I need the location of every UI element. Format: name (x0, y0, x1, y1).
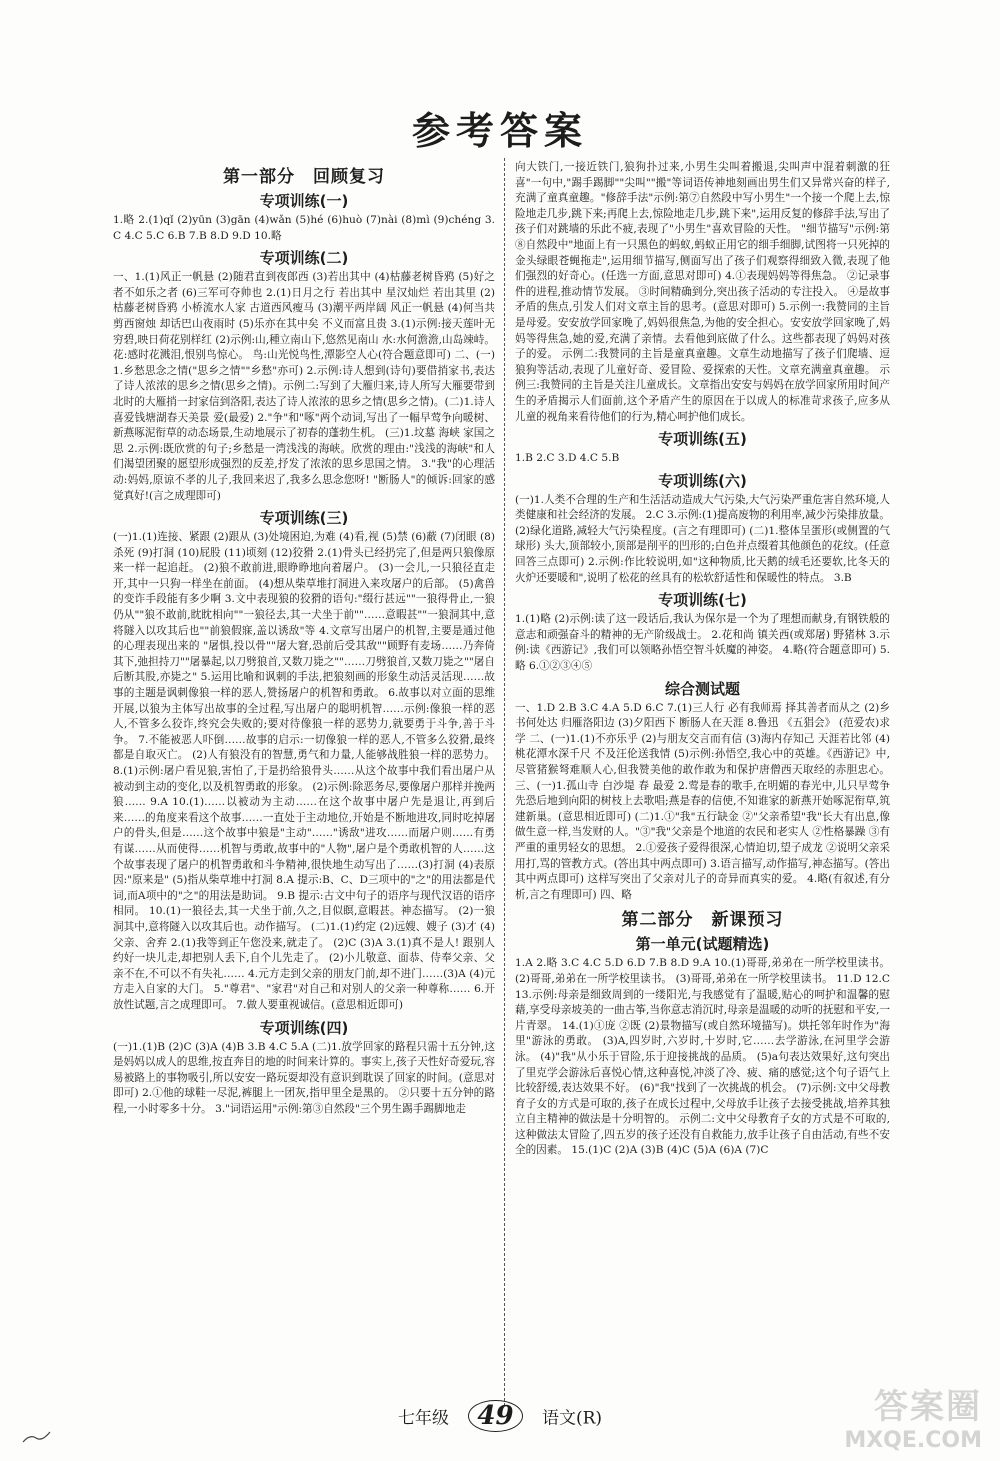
section-answers: (一)1.(1)B (2)C (3)A (4)B 3.B 4.C 5.A (二)1.放学回家的路程只需十五分钟,这是妈妈以成人的思维,按直奔目的地的时间来计算的。事实上,孩子天性好奇爱玩,容易被路上的事物吸引,所以安安一路玩耍却没有意识到耽误了回家的时间。(意思对即可) 2.①他的球鞋一尽泥,裤腿上一团灰,指甲里全是黑的。 ②只要十五分钟的路程,一小时零多十分。 3."词语运用"示例:第③自然段"三个男生踢手踢脚地走 (113, 1040, 495, 1115)
pen-mark (22, 1430, 52, 1444)
section-answers: 一、1.(1)风正一帆悬 (2)随君直到夜郎西 (3)若出其中 (4)枯藤老树昏鸦 (5)好之者不如乐之者 (6)三军可夺帅也 2.(1)日月之行 若出其中 星汉灿烂 若出其里 (2)枯藤老树昏鸦 小桥流水人家 古道西风瘦马 (3)潮平两岸阔 风正一帆悬 (4)何当共剪西窗烛 却话巴山夜雨时 (5)乐亦在其中矣 不义而富且贵 3.(1)示例:接天莲叶无穷碧,映日荷花别样红 (2)示例:山,種立南山下,悠然见南山 水:水何澹澹,山岛竦峙。花:感时花溅泪,恨别鸟惊心。 鸟:山光悦鸟性,潭影空人心(符合题意即可) 二、(一)1.乡愁思念之情("思乡之情""乡愁"亦可) 2.示例:诗人想到(诗句)要借捎家书,表达了诗人浓浓的思乡之情(思乡之情)。示例二:写到了大雁归来,诗人所写大雁要带到北时的大雁捎一封家信到洛阳,表达了诗人浓浓的思乡之情(思乡之情)。(二)1.诗人喜爱钱塘湖春天美景 爱(最爱) 2."争"和"啄"两个动词,写出了一幅早莺争向暖树、新燕啄泥衔草的动态场景,生动地展示了初春的蓬勃生机。 (三)1.坟墓 海峡 家国之思 2.示例:既欣赏的句子;乡愁是一湾浅浅的海峡。欣赏的理由:"浅浅的海峡"和人们渴望团聚的愿望形成强烈的反差,抒发了浓浓的思乡思国之情。 3."我"的心理活动:妈妈,原谅不孝的儿子,我回来迟了,我多么思念您呀! "断肠人"的倾诉:回家的感觉真好!(言之成理即可) (113, 271, 495, 502)
continued-answers: 向大铁门,一接近铁门,狼狗扑过来,小男生尖叫着搬退,尖叫声中混着刺激的狂喜"一句中,"踢手踢脚""尖叫""搬"等词语传神地刻画出男生们又异常兴奋的样子,充满了童真童趣。"修辞手法"示例:第⑦自然段中写小男生"一个接一个爬上去,惊险地走几步,跳下来;再爬上去,惊险地走几步,跳下来",运用反复的修辞手法,写出了孩子们对跳墙的乐此不疲,表现了"小男生"喜欢冒险的天性。 "细节描写"示例:第⑧自然段中"地面上有一只黑色的蚂蚁,蚂蚁正用它的细手细脚,试图将一只死掉的金头绿眼苍蝇拖走",运用细节描写,侧面写出了孩子们观察得细致入微,表现了他们强烈的好奇心。(任选一方面,意思对即可) 4.①表现妈妈等得焦急。 ②记录事件的进程,推动情节发展。 ③时间精确到分,突出孩子活动的专注投入。 ④是故事矛盾的焦点,引发人们对文章主旨的思考。(意思对即可) 5.示例一:我赞同的主旨是母爱。安安放学回家晚了,妈妈很焦急,为他的安全担心。安安放学回家晚了,妈妈等得焦急,她的爱,充满了亲情。去看他到底做了什么。这些都表现了妈妈对孩子的爱。 示例二:我赞同的主旨是童真童趣。文章生动地描写了孩子们爬墙、逗狼狗等活动,表现了儿童好奇、爱冒险、爱探索的天性。文章充满童真童趣。 示例三:我赞同的主旨是关注儿童成长。文章指出安安与妈妈在放学回家所用时间产生的矛盾揭示人们面前,这个矛盾产生的原因在于以成人的标准苛求孩子,应多从儿童的视角来看待他们的行为,精心呵护他们成长。 (515, 161, 890, 423)
section-heading: 专项训练(三) (259, 509, 349, 528)
watermark (822, 1379, 982, 1453)
part-one-heading: 第一部分 回顾复习 (223, 167, 385, 187)
section-heading: 专项训练(七) (658, 591, 747, 610)
section-heading: 专项训练(五) (658, 430, 747, 449)
right-column (515, 160, 890, 1159)
unit-heading: 第一单元(试题精选) (635, 935, 770, 954)
watermark-url: MXQE.COM (844, 1428, 982, 1453)
section-answers: 1.B 2.C 3.D 4.C 5.B (515, 452, 620, 465)
column-divider (504, 158, 505, 1406)
section-heading: 专项训练(二) (259, 249, 349, 268)
grade-label: 七年级 (397, 1408, 449, 1429)
section-heading: 专项训练(四) (259, 1018, 349, 1037)
page-title: 参考答案 (411, 109, 588, 153)
subject-label: 语文(R) (541, 1408, 603, 1429)
part-two-heading: 第二部分 新课预习 (621, 910, 784, 931)
section-heading: 综合测试题 (664, 679, 740, 698)
section-answers: 1.略 2.(1)qǐ (2)yūn (3)gān (4)wǎn (5)hé (6)huò (7)nài (8)mì (9)chéng 3.C 4.C 5.C 6.B 7.B 8.D 9.D 10.略 (113, 214, 495, 242)
section-answers: 1.(1)略 (2)示例:读了这一段话后,我认为保尔是一个为了理想而献身,有钢铁般的意志和顽强奋斗的精神的无产阶级战士。 2.花和尚 镇关西(或郑屠) 野猪林 3.示例:读《西游记》,我们可以领略孙悟空智斗妖魔的神姿。 4.略(符合题意即可) 5.略 6.①②③④⑤ (515, 613, 890, 673)
section-answers: (一)1.人类不合理的生产和生活活动造成大气污染,大气污染严重危害自然环境,人类健康和社会经济的发展。 2.C 3.示例:(1)提高废物的利用率,减少污染排放量。(2)绿化道路,减轻大气污染程度。(言之有理即可) (二)1.整体呈蛋形(或侧置的气球形) 头大,顶部较小,顶部是削平的凹形的;白色并点缀着其他颜色的花纹。(任意回答三点即可) 2.示例:作比较说明,如"这种物质,比天鹅的绒毛还要软,比冬天的火炉还要暖和",说明了松花的丝具有的松软舒适性和保暖性的特点。 3.B (515, 493, 890, 584)
watermark-logo: 答案圈 (874, 1387, 982, 1427)
section-heading: 专项训练(六) (658, 471, 747, 490)
page-number: 49 (468, 1400, 522, 1432)
section-answers: 一、1.D 2.B 3.C 4.A 5.D 6.C 7.(1)三人行 必有我师焉 择其善者而从之 (2)乡书何处达 归雁洛阳边 (3)夕阳西下 断肠人在天涯 8.鲁迅 《五猖会》 (范爱农)求学 二、(一)1.(1)不亦乐乎 (2)与朋友交言而有信 (3)海内存知己 天涯若比邻 (4)桃花潭水深千尺 不及汪伦送我情 (5)示例:孙悟空,我心中的英雄。《西游记》中,尽管猪猴弩难顺人心,但我赞美他的敢作敢为和保护唐僧西天取经的赤胆忠心。 三、(一)1.孤山寺 白沙堤 春 最爱 2.莺是春的歌手,在明媚的春光中,儿只早莺争先恐后地到向阳的树枝上去歌唱;燕是春的信使,不知谁家的新燕开始啄泥衔草,筑建新巢。(意思相近即可) (二)1.①"我"五行缺金 ②"父亲希望"我"长大有出息,像做生意一样,当发财的人。"③"我"父亲是个地道的农民和老实人 ②性格暴躁 ③有严重的重男轻女的思想。 2.①爱孩子爱得很深,心情迫切,望子成龙 ②说明父亲采用打,骂的管教方式。(答出其中两点即可) 3.语言描写,动作描写,神态描写。(答出其中两点即可) 这样写突出了父亲对儿子的奇异而真实的爱。 4.略(有叙述,有分析,言之有理即可) 四、略 (515, 701, 890, 901)
section-heading: 专项训练(一) (259, 192, 349, 210)
unit-answers: 1.A 2.略 3.C 4.C 5.D 6.D 7.B 8.D 9.A 10.(1)哥哥,弟弟在一所学校里读书。 (2)哥哥,弟弟在一所学校里读书。 (3)哥哥,弟弟在一所学校里读书。 11.D 12.C 13.示例:母亲是细致周到的一缕阳光,与我感觉有了温暖,贴心的呵护和温馨的慰藉,享受母亲坡美的一曲古筝,当你意志消沉时,母亲是温暖的动听的抚慰和平安,一片青翠。 14.(1)①庞 ②既 (2)景物描写(或自然环境描写)。烘托邻年时作为"海里"游泳的勇敢。 (3)A,四岁时,六岁时,十岁时,它……去学游泳,在河里学会游泳。 (4)"我"从小乐于冒险,乐于迎接挑战的品质。 (5)a句表达效果好,这句突出了里克学会游泳后喜悦心情,这种喜悦,冲淡了冷、疲、痛的感觉;这个句子语气上比较舒缓,表达效果不好。 (6)"我"找到了一次挑战的机会。 (7)示例:文中父母教育子女的方式是可取的,孩子在成长过程中,父母放手让孩子去接受挑战,培养其独立自主精神的做法是十分明智的。 示例二:文中父母教育子女的方式是不可取的,这种做法太冒险了,四五岁的孩子还没有自救能力,放手让孩子自由活动,有些不安全的因素。 15.(1)C (2)A (3)B (4)C (5)A (6)A (7)C (515, 957, 890, 1157)
left-column (113, 160, 495, 1117)
section-answers: (一)1.(1)连接、紧跟 (2)跟从 (3)处境困迫,为难 (4)看,视 (5)禁 (6)蔽 (7)闭眼 (8)杀死 (9)打洞 (10)屁股 (11)顷刻 (12)狡猾 2.(1)骨头已经扔完了,但是两只狼像原来一样一起追赶。 (2)狼不敢前进,眼睁睁地向着屠户。 (3)一会儿,一只狼径直走开,其中一只狗一样坐在前面。 (4)想从柴草堆打洞进入来攻屠户的后部。 (5)禽兽的变诈手段能有多少啊 3.文中表现狼的狡猾的语句:"缀行甚远""一狼得骨止,一狼仍从""狼不敢前,眈眈相向""一狼径去,其一犬坐于前""……意暇甚""一狼洞其中,意将隧入以攻其后也""前狼假寐,盖以诱敌"等 4.文章写出屠户的机智,主要是通过他的心理表现出来的 "屠惧,投以骨""屠大窘,恐前后受其敌""顾野有麦场……乃奔倚其下,弛担持刀""屠暴起,以刀劈狼首,又数刀毙之""……刀劈狼首,又数刀毙之""屠自后断其股,亦毙之" 5.运用比喻和讽刺的手法,把狼刻画的形象生动活灵活现……故事的主题是讽刺像狼一样的恶人,赞扬屠户的机智和勇敢。 6.故事以对立面的思维开展,以狼为主体写出故事的全过程,写出屠户的聪明机智……示例:像狼一样的恶人,不管多么狡诈,终究会失败的;要对待像狼一样的恶势力,就要勇于斗争,善于斗争。 7.不能被恶人吓倒……故事的启示:一切像狼一样的恶人,不管多么狡猾,最终都是自取灭亡。 (2)人有狼没有的智慧,勇气和力量,人能够战胜狼一样的恶势力。 8.(1)示例:屠户看见狼,害怕了,于是扔给狼骨头……从这个故事中我们看出屠户从被动到主动的变化,以及机智勇敢的形象。 (2)示例:除恶务尽,要像屠户那样并挽两狼…… 9.A 10.(1)……以被动为主动……在这个故事中屠户先是退让,再到后来……的角度来看这个故事……一直处于主动地位,开始是不断地进攻,同时吃掉屠户的骨头,但是……这个故事中狼是"主动"……"诱敌"进攻……而屠户则……有勇有谋……从而使得……机智与勇敢,故事中的"人物",屠户是个勇敢机智的人……这个故事表现了屠户的机智勇敢和斗争精神,很快地生动写出了……(3)打洞 (4)表原因:"原来是" (5)指从柴草堆中打洞 8.A 提示:B、C、D三项中的"之"的用法都是代词,而A项中的"之"的用法是助词。 9.B 提示:古文中句子的语序与现代汉语的语序相同。 10.(1)一狼径去,其一犬坐于前,久之,目似瞑,意暇甚。神态描写。 (2)一狼洞其中,意将隧入以攻其后也。动作描写。 (二)1.(1)约定 (2)远嫂、嫂子 (3)才 (4)父亲、舍弃 2.(1)我等到正午您没来,就走了。 (2)C (3)A 3.(1)真不是人! 跟别人约好一块儿走,却把别人丢下,自个儿先走了。 (2)小儿敬意、面恭、侍奉父亲、父亲不在,不可以不有失礼…… 4.元方走到父亲的朋友门前,却不进门……(3)A (4)元方走入自家的大门。 5."尊君"、"家君"对自己和对别人的父亲一种尊称…… 6.开放性试题,言之成理即可。 7.做人要重视诚信。(意思相近即可) (113, 531, 495, 1011)
